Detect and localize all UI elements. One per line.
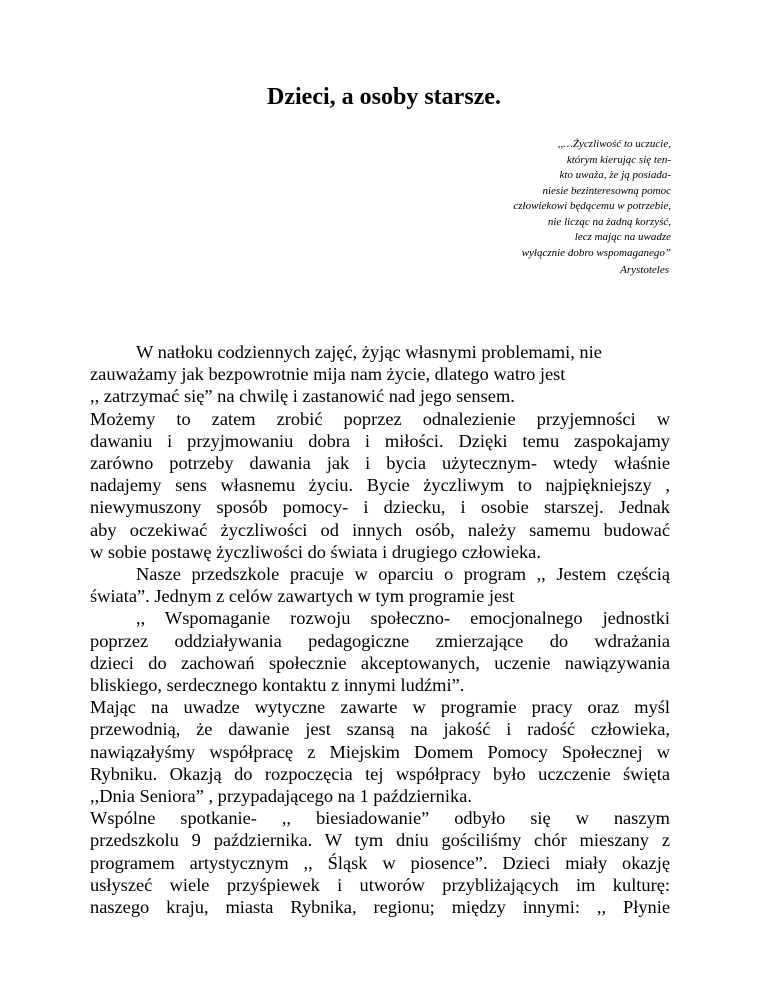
body-line: Nasze przedszkole pracuje w oparciu o program ,, Jestem częścią (136, 564, 670, 585)
body-line: naszego kraju, miasta Rybnika, regionu; między innymi: ,, Płynie (90, 897, 670, 918)
motto-line: ,,…Życzliwość to uczucie, (557, 138, 671, 150)
motto-line: wyłącznie dobro wspomaganego” (521, 246, 671, 259)
body-line: Wspólne spotkanie- ,, biesiadowanie” odbyło się w naszym (90, 808, 670, 829)
body-line: zauważamy jak bezpowrotnie mija nam życie, dlatego watro jest (90, 364, 566, 385)
body-line: świata”. Jednym z celów zawartych w tym programie jest (90, 586, 515, 607)
body-line: przedszkolu 9 października. W tym dniu gościliśmy chór mieszany z (90, 830, 670, 851)
body-line: ,, zatrzymać się” na chwilę i zastanowić nad jego sensem. (90, 386, 515, 407)
body-line: dawaniu i przyjmowaniu dobra i miłości. Dzięki temu zaspokajamy (90, 430, 670, 451)
body-line: poprzez oddziaływania pedagogiczne zmierzające do wdrażania (90, 630, 670, 651)
body-line: Rybniku. Okazją do rozpoczęcia tej współpracy było uczczenie święta (90, 763, 670, 784)
body-line: Możemy to zatem zrobić poprzez odnalezienie przyjemności w (90, 408, 670, 429)
body-line: aby oczekiwać życzliwości od innych osób, należy samemu budować (90, 519, 670, 540)
body-text (90, 341, 670, 918)
body-line: nadajemy sens własnemu życiu. Bycie życzliwym to najpiękniejszy , (90, 475, 670, 496)
motto-line: kto uważa, że ją posiada- (559, 169, 671, 181)
motto-line: niesie bezinteresowną pomoc (542, 184, 671, 197)
motto-line: którym kierując się ten- (566, 153, 671, 166)
body-line: Mając na uwadze wytyczne zawarte w programie pracy oraz myśl (90, 697, 670, 718)
body-line: dzieci do zachowań społecznie akceptowanych, uczenie nawiązywania (90, 652, 670, 673)
body-line: ,, Wspomaganie rozwoju społeczno- emocjonalnego jednostki (136, 608, 670, 629)
body-line: bliskiego, serdecznego kontaktu z innymi ludźmi”. (90, 675, 465, 696)
body-line: usłyszeć wiele przyśpiewek i utworów przybliżających im kulturę: (90, 874, 670, 895)
body-line: zarówno potrzeby dawania jak i bycia użytecznym- wtedy właśnie (90, 453, 670, 474)
document-title: Dzieci, a osoby starsze. (267, 84, 501, 110)
motto-author: Arystoteles (620, 264, 669, 276)
motto-quote (513, 137, 671, 261)
body-line: niewymuszony sposób pomocy- i dziecku, i osobie starszej. Jednak (90, 497, 670, 518)
body-line: w sobie postawę życzliwości do świata i drugiego człowieka. (90, 541, 541, 562)
motto-line: lecz mając na uwadze (574, 231, 671, 243)
motto-line: człowiekowi będącemu w potrzebie, (513, 200, 671, 212)
body-line: W natłoku codziennych zajęć, żyjąc własnymi problemami, nie (136, 342, 602, 362)
body-line: nawiązałyśmy współpracę z Miejskim Domem Pomocy Społecznej w (90, 741, 670, 762)
body-line: przewodnią, że dawanie jest szansą na jakość i radość człowieka, (90, 719, 670, 740)
body-line: ,,Dnia Seniora” , przypadającego na 1 października. (90, 786, 472, 807)
body-line: programem artystycznym ,, Śląsk w piosence”. Dzieci miały okazję (90, 852, 670, 873)
motto-line: nie licząc na żadną korzyść, (547, 215, 671, 228)
